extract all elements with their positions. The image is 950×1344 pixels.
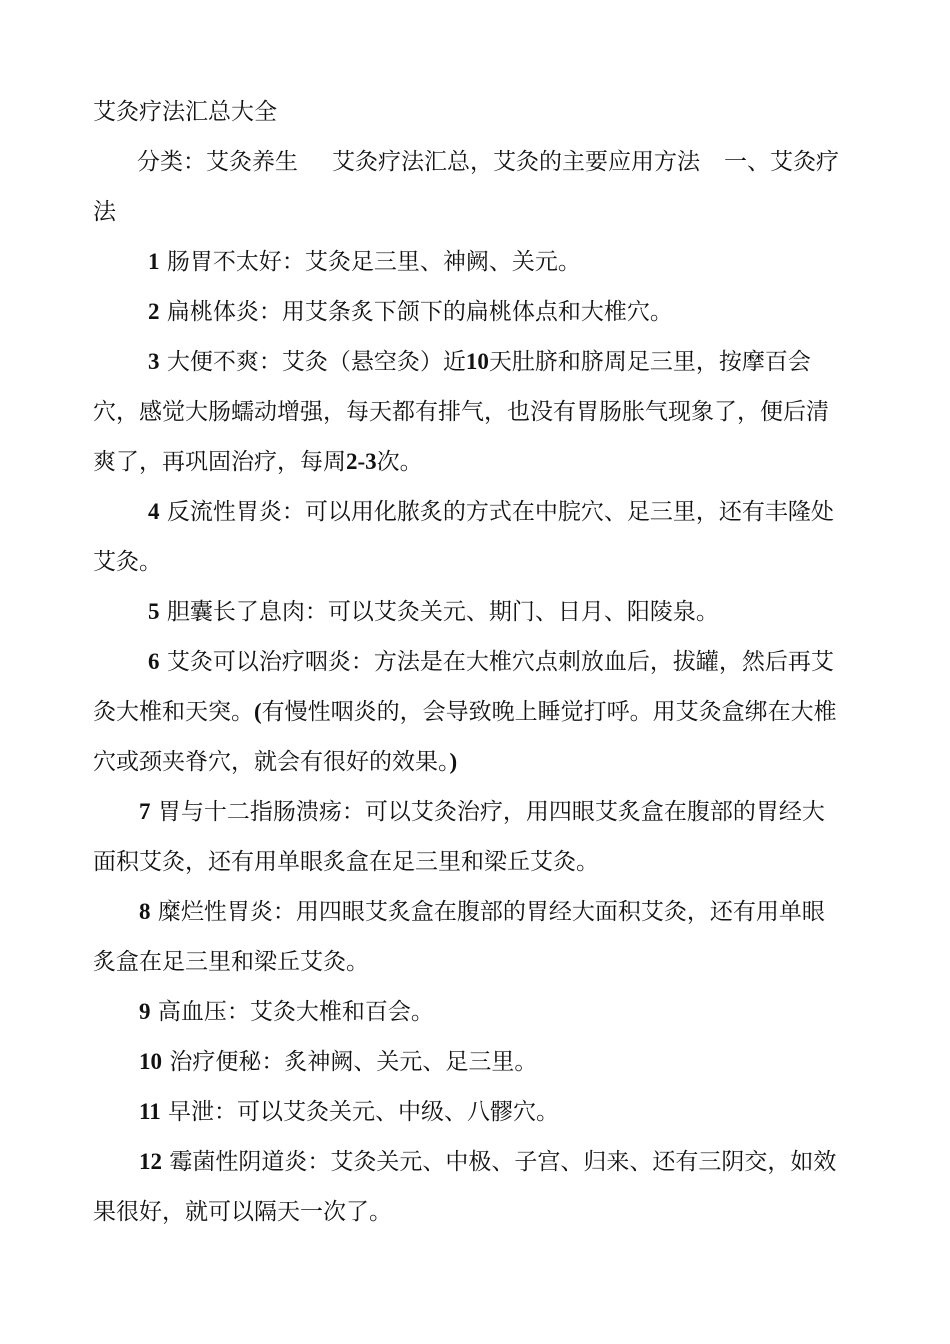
item-text: 早泄：可以艾灸关元、中级、八髎穴。 <box>168 1099 560 1125</box>
document-page <box>93 87 859 1237</box>
item-text: 大便不爽：艾灸（悬空灸）近 <box>166 349 466 375</box>
intro-category: 分类：艾灸养生 <box>137 149 298 175</box>
item-text-cont: 穴，感觉大肠蠕动增强，每天都有排气，也没有胃肠胀气现象了，便后清 <box>93 399 829 425</box>
item-text: 扁桃体炎：用艾条炙下颌下的扁桃体点和大椎穴。 <box>166 299 673 325</box>
item-text: 霉菌性阴道炎：艾灸关元、中极、子宫、归来、还有三阴交，如效 <box>169 1149 837 1175</box>
list-item <box>93 637 859 687</box>
list-item <box>93 487 859 537</box>
item-text: 糜烂性胃炎：用四眼艾炙盒在腹部的胃经大面积艾灸，还有用单眼 <box>157 899 825 925</box>
intro-line <box>93 137 859 187</box>
list-item <box>93 337 859 387</box>
item-number: 1 <box>148 249 160 274</box>
item-text: 有慢性咽炎的，会导致晚上睡觉打呼。用艾灸盒绑在大椎 <box>261 699 837 725</box>
item-number: 5 <box>148 599 160 624</box>
item-number: 12 <box>139 1149 162 1174</box>
item-inline-number: 10 <box>465 349 489 374</box>
item-text-cont: 炙盒在足三里和梁丘艾灸。 <box>93 949 369 975</box>
list-item <box>93 1037 859 1087</box>
item-number: 2 <box>148 299 160 324</box>
item-text-cont: 艾灸。 <box>93 549 162 575</box>
item-number: 8 <box>139 899 151 924</box>
item-text: 天肚脐和脐周足三里，按摩百会 <box>488 349 811 375</box>
intro-line-cont: 法 <box>93 199 116 225</box>
item-text: 高血压：艾灸大椎和百会。 <box>157 999 434 1025</box>
item-text: 爽了，再巩固治疗，每周 <box>93 449 346 475</box>
list-item <box>93 1137 859 1187</box>
list-item <box>93 787 859 837</box>
item-number: 7 <box>139 799 151 824</box>
list-item <box>93 287 859 337</box>
item-text: 胆囊长了息肉：可以艾灸关元、期门、日月、阳陵泉。 <box>166 599 719 625</box>
item-number: 4 <box>148 499 160 524</box>
item-text: 次。 <box>376 449 423 475</box>
paren-open: ( <box>254 699 262 724</box>
intro-summary: 艾灸疗法汇总，艾灸的主要应用方法 <box>332 149 700 175</box>
item-text-cont <box>93 687 859 737</box>
item-text: 胃与十二指肠溃疡：可以艾灸治疗，用四眼艾炙盒在腹部的胃经大 <box>157 799 825 825</box>
item-text-cont: 面积艾灸，还有用单眼炙盒在足三里和梁丘艾灸。 <box>93 849 599 875</box>
item-number: 6 <box>148 649 160 674</box>
item-text: 肠胃不太好：艾灸足三里、神阙、关元。 <box>166 249 581 275</box>
item-text: 穴或颈夹脊穴，就会有很好的效果。 <box>93 749 450 775</box>
item-text-cont <box>93 437 859 487</box>
item-text: 治疗便秘：炙神阙、关元、足三里。 <box>169 1049 538 1075</box>
item-number: 9 <box>139 999 151 1024</box>
item-number: 10 <box>139 1049 162 1074</box>
item-text: 反流性胃炎：可以用化脓炙的方式在中脘穴、足三里，还有丰隆处 <box>166 499 834 525</box>
item-inline-number: 2-3 <box>346 449 377 474</box>
item-text: 艾灸可以治疗咽炎：方法是在大椎穴点刺放血后，拔罐，然后再艾 <box>166 649 834 675</box>
list-item <box>93 587 859 637</box>
paren-close: ) <box>449 749 458 774</box>
list-item <box>93 987 859 1037</box>
item-number: 11 <box>139 1099 161 1124</box>
item-text-cont: 果很好，就可以隔天一次了。 <box>93 1199 392 1225</box>
list-item <box>93 237 859 287</box>
list-item <box>93 887 859 937</box>
item-text: 灸大椎和天突。 <box>93 699 254 725</box>
document-title: 艾灸疗法汇总大全 <box>93 99 277 125</box>
list-item <box>93 1087 859 1137</box>
intro-section: 一、艾灸疗 <box>724 149 839 175</box>
item-number: 3 <box>148 349 160 374</box>
item-text-cont <box>93 737 859 787</box>
